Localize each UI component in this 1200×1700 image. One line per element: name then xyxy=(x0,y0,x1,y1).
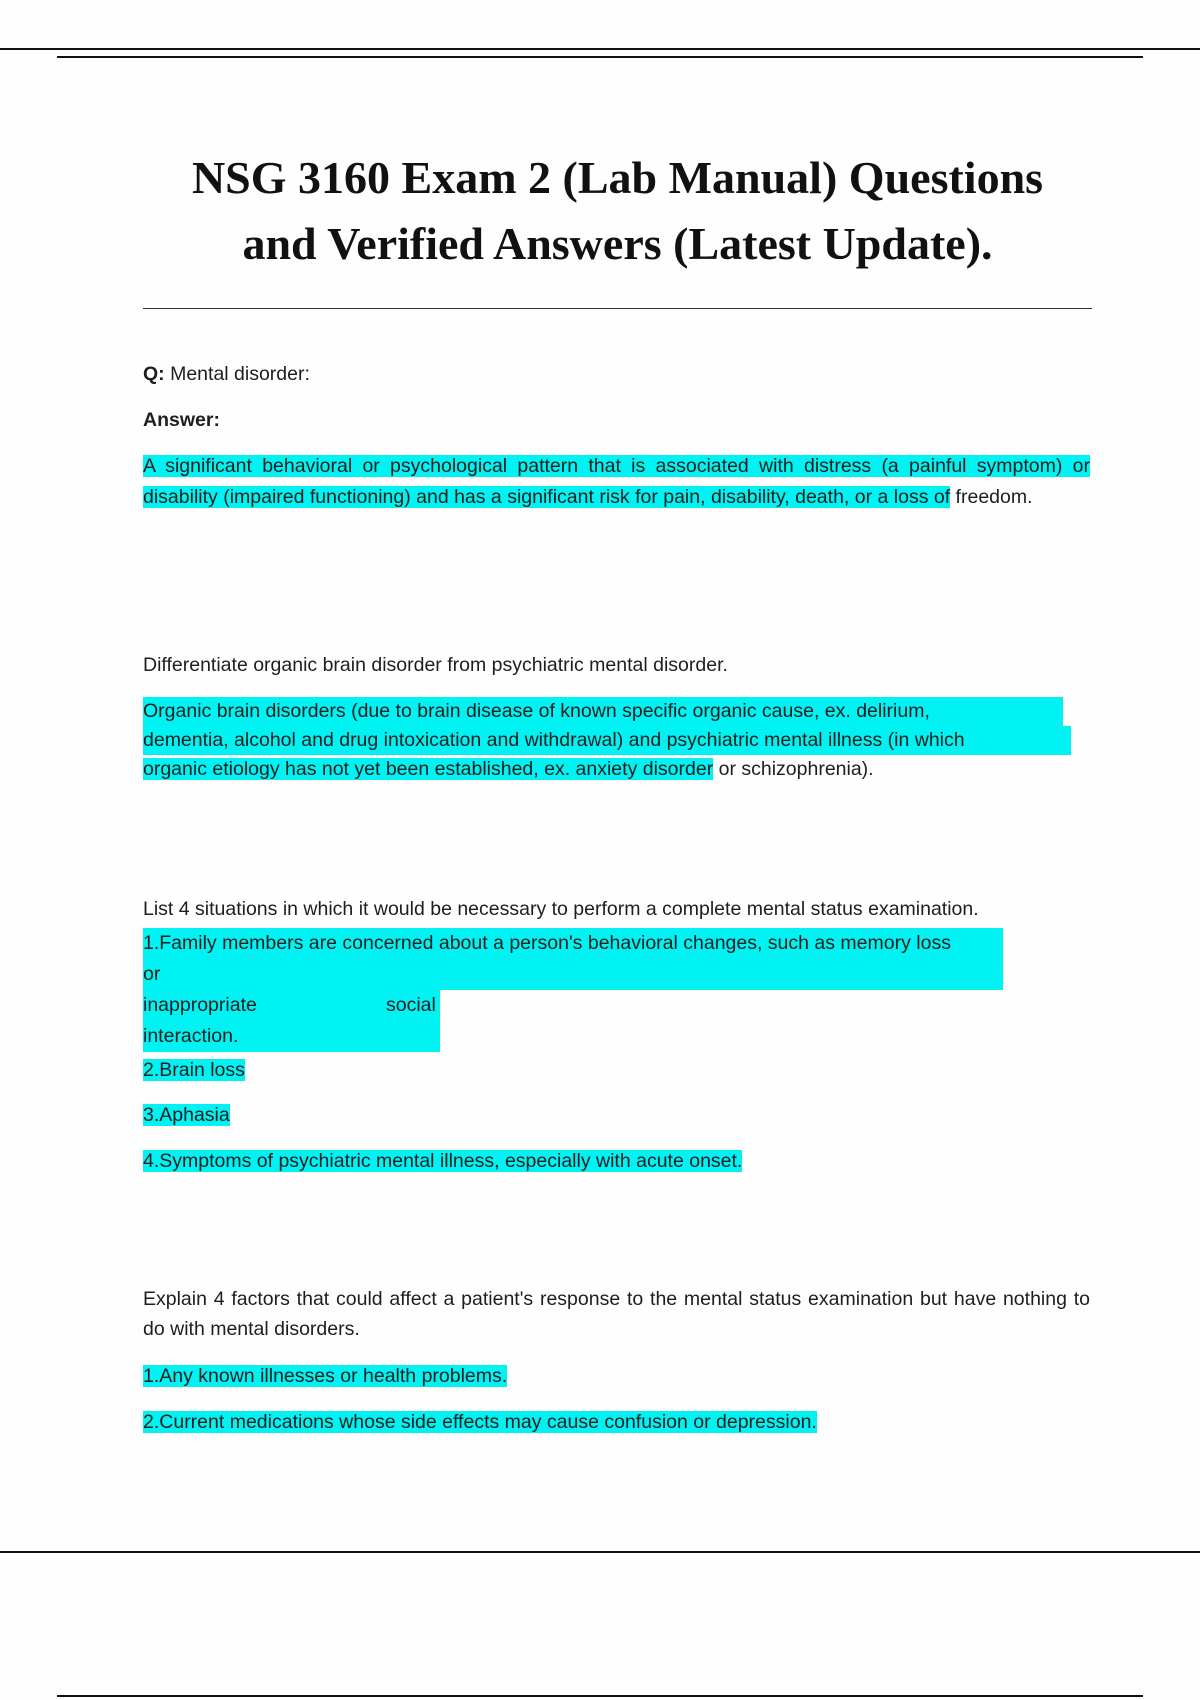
bottom-inner-rule xyxy=(57,1695,1143,1697)
question-3 xyxy=(143,895,1090,924)
answer-3-item-2-text: 2.Brain loss xyxy=(143,1059,245,1081)
answer-2 xyxy=(143,697,1090,784)
answer-2-line-3-highlighted: organic etiology has not yet been established, ex. anxiety disorder xyxy=(143,758,714,780)
answer-3-item-1-line-3b: social xyxy=(386,994,436,1016)
answer-4-item-2 xyxy=(143,1408,1090,1437)
answer-3-item-4 xyxy=(143,1147,1090,1176)
question-4 xyxy=(143,1284,1090,1344)
answer-label xyxy=(143,406,1090,435)
answer-3-item-1-line-3 xyxy=(143,990,440,1021)
title-divider xyxy=(143,308,1092,309)
question-2-text: Differentiate organic brain disorder from psychiatric mental disorder. xyxy=(143,654,728,676)
title-line-2: and Verified Answers (Latest Update). xyxy=(242,218,993,269)
answer-3-item-3-text: 3.Aphasia xyxy=(143,1104,230,1126)
top-border-rule xyxy=(0,48,1200,50)
answer-2-line-3-rest: or schizophrenia). xyxy=(713,758,874,780)
title-line-1: NSG 3160 Exam 2 (Lab Manual) Questions xyxy=(191,152,1044,203)
answer-1-highlighted: A significant behavioral or psychological pattern that is associated with distress (a painful symptom) or disability (impaired functioning) and has a significant risk for pain, disability, death, or a loss of xyxy=(143,455,1090,508)
answer-2-line-1: Organic brain disorders (due to brain disease of known specific organic cause, ex. delirium, xyxy=(143,697,1063,726)
answer-3-item-1-line-1: 1.Family members are concerned about a person's behavioral changes, such as memory loss xyxy=(143,928,1003,959)
question-3-text: List 4 situations in which it would be necessary to perform a complete mental status examination. xyxy=(143,898,979,920)
answer-3-item-1-line-2: or xyxy=(143,959,1003,990)
answer-3-item-2 xyxy=(143,1056,1090,1085)
answer-2-line-2: dementia, alcohol and drug intoxication and withdrawal) and psychiatric mental illness (in which xyxy=(143,726,1071,755)
answer-3-item-1 xyxy=(143,928,1090,1052)
question-2 xyxy=(143,651,1090,680)
answer-1 xyxy=(143,451,1090,513)
answer-4-item-2-text: 2.Current medications whose side effects may cause confusion or depression. xyxy=(143,1411,817,1433)
question-1 xyxy=(143,360,1090,389)
bottom-border-rule xyxy=(0,1551,1200,1553)
answer-1-rest: freedom. xyxy=(950,486,1033,508)
top-inner-rule xyxy=(57,56,1143,58)
answer-3-item-4-text: 4.Symptoms of psychiatric mental illness, especially with acute onset. xyxy=(143,1150,743,1172)
question-1-text: Mental disorder: xyxy=(164,363,310,385)
answer-label-text: Answer: xyxy=(143,409,220,431)
answer-3-item-1-line-4: interaction. xyxy=(143,1021,440,1052)
answer-3-item-1-line-3a: inappropriate xyxy=(143,994,257,1016)
answer-3-item-3 xyxy=(143,1101,1090,1130)
document-title xyxy=(143,145,1092,277)
question-label: Q: xyxy=(143,363,165,385)
answer-4-item-1-text: 1.Any known illnesses or health problems. xyxy=(143,1365,508,1387)
answer-4-item-1 xyxy=(143,1362,1090,1391)
question-4-text: Explain 4 factors that could affect a patient's response to the mental status examination but have nothing to do with mental disorders. xyxy=(143,1288,1090,1340)
